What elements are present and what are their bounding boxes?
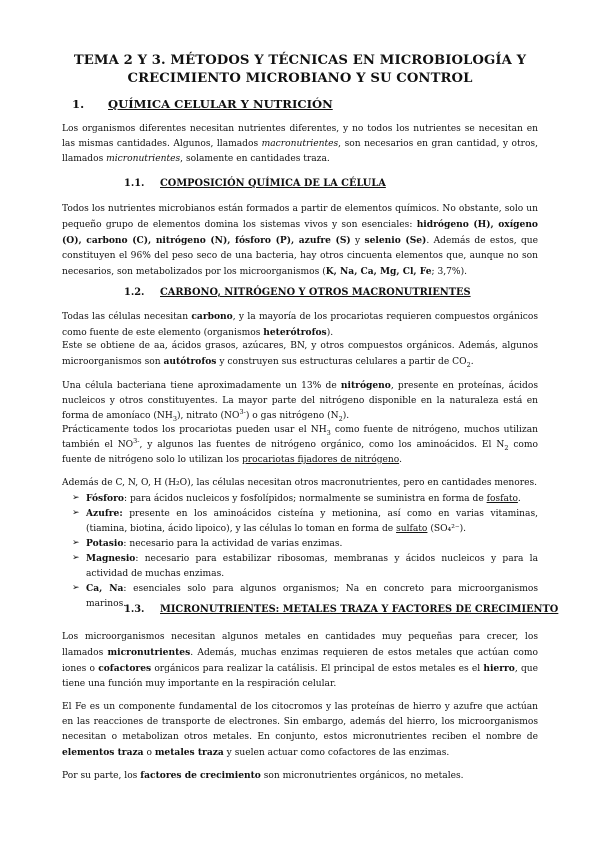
micronutrients-paragraph-2: El Fe es un componente fundamental de los citocromos y las proteínas de hierro y azufre que actúan en las reacciones de transporte de electrones. Sin embargo, además del hierro, los microorganismos necesitan o metabolizan otros metales. En conjunto, estos micronutrientes reciben el nombre de elementos traza o metales traza y suelen actuar como cofactores de las enzimas. <box>62 702 538 758</box>
doc-title-line2: CRECIMIENTO MICROBIANO Y SU CONTROL <box>127 71 473 86</box>
bullet-phosphorus: ➢ Fósforo: para ácidos nucleicos y fosfolípidos; normalmente se suministra en forma de fosfato. <box>72 493 521 504</box>
macronutrients-intro: Además de C, N, O, H (H₂O), las células necesitan otros macronutrientes, pero en cantidades menores. <box>62 478 538 488</box>
section-1-1-heading <box>124 178 386 189</box>
bullet-potassium: ➢ Potasio: necesario para la actividad de varias enzimas. <box>72 538 343 549</box>
bullet-magnesium: ➢ Magnesio: necesario para estabilizar ribosomas, membranas y ácidos nucleicos y para la actividad de muchas enzimas. <box>72 553 538 579</box>
section-1-2-number: 1.2. <box>124 287 145 298</box>
arrow-bullet-icon: ➢ <box>72 508 80 518</box>
bullet-calcium-sodium: ➢ Ca, Na: esenciales solo para algunos organismos; Na en concreto para microorganismos marinos. <box>72 583 538 609</box>
section-1-3-title: MICRONUTRIENTES: METALES TRAZA Y FACTORES DE CRECIMIENTO <box>160 604 559 615</box>
doc-title-line1: TEMA 2 Y 3. MÉTODOS Y TÉCNICAS EN MICROBIOLOGÍA Y <box>73 53 527 68</box>
section-1-1-paragraph: Todos los nutrientes microbianos están formados a partir de elementos químicos. No obstante, solo un pequeño grupo de elementos domina los sistemas vivos y son esenciales: hidrógeno (H), oxígeno (O), carbono (C), nitrógeno (N), fósforo (P), azufre (S) y selenio (Se). Además de estos, que constituyen el 96% del peso seco de una bacteria, hay otros cincuenta elementos que, aunque no son necesarios, son metabolizados por los microorganismos (K, Na, Ca, Mg, Cl, Fe; 3,7%). <box>62 204 539 277</box>
arrow-bullet-icon: ➢ <box>72 538 80 548</box>
arrow-bullet-icon: ➢ <box>72 553 80 563</box>
nitrogen-paragraph-2: Prácticamente todos los procariotas pueden usar el $NH_3$ como fuente de nitrógeno, muchos utilizan también el $NO^{3-}$, y algunos las fuentes de nitrógeno orgánico, como los aminoácidos. El $N_2$ como fuente de nitrógeno solo lo utilizan los procariotas fijadores de nitrógeno. <box>62 425 539 465</box>
section-1-1-title: COMPOSICIÓN QUÍMICA DE LA CÉLULA <box>160 178 386 189</box>
section-1-heading <box>72 97 333 111</box>
arrow-bullet-icon: ➢ <box>72 583 80 593</box>
micronutrients-paragraph-1: Los microorganismos necesitan algunos metales en cantidades muy pequeñas para crecer, los llamados micronutrientes. Además, muchas enzimas requieren de estos metales que actúan como iones o cofactores orgánicos para realizar la catálisis. El principal de estos metales es el hierro, que tiene una función muy importante en la respiración celular. <box>62 632 539 689</box>
section-1-3-heading <box>124 604 558 615</box>
section-1-2-title: CARBONO, NITRÓGENO Y OTROS MACRONUTRIENTES <box>160 287 471 298</box>
growth-factors-paragraph: Por su parte, los factores de crecimiento son micronutrientes orgánicos, no metales. <box>62 770 464 781</box>
section-1-number: 1. <box>72 97 85 111</box>
arrow-bullet-icon: ➢ <box>72 493 80 503</box>
doc-title <box>60 52 540 88</box>
section-1-1-number: 1.1. <box>124 178 145 189</box>
carbon-paragraph-1: Todas las células necesitan carbono, y la mayoría de los procariotas requieren compuestos orgánicos como fuente de este elemento (organismos heterótrofos). <box>62 311 539 338</box>
nitrogen-paragraph-1: Una célula bacteriana tiene aproximadamente un 13% de nitrógeno, presente en proteínas, ácidos nucleicos y otros constituyentes. La mayor parte del nitrógeno disponible en la naturaleza está en forma de amoníaco $(NH_3)$, nitrato $(NO^{3-})$ o gas nitrógeno $(N_2)$. <box>62 380 538 423</box>
bullet-sulfur: ➢ Azufre: presente en los aminoácidos cisteína y metionina, así como en varias vitaminas, (tiamina, biotina, ácido lipoico), y las células lo toman en forma de sulfato (SO₄²⁻). <box>72 508 538 534</box>
section-1-2-heading <box>124 287 471 298</box>
section-1-3-number: 1.3. <box>124 604 145 615</box>
carbon-paragraph-2: Este se obtiene de aa, ácidos grasos, azúcares, BN, y otros compuestos orgánicos. Además, algunos microorganismos son autótrofos y construyen sus estructuras celulares a partir de $CO_2$. <box>62 341 538 369</box>
section-1-title: QUÍMICA CELULAR Y NUTRICIÓN <box>108 97 333 111</box>
section-1-paragraph: Los organismos diferentes necesitan nutrientes diferentes, y no todos los nutrientes se necesitan en las mismas cantidades. Algunos, llamados macronutrientes, son necesarios en gran cantidad, y otros, llamados micronutrientes, solamente en cantidades traza. <box>62 124 538 164</box>
